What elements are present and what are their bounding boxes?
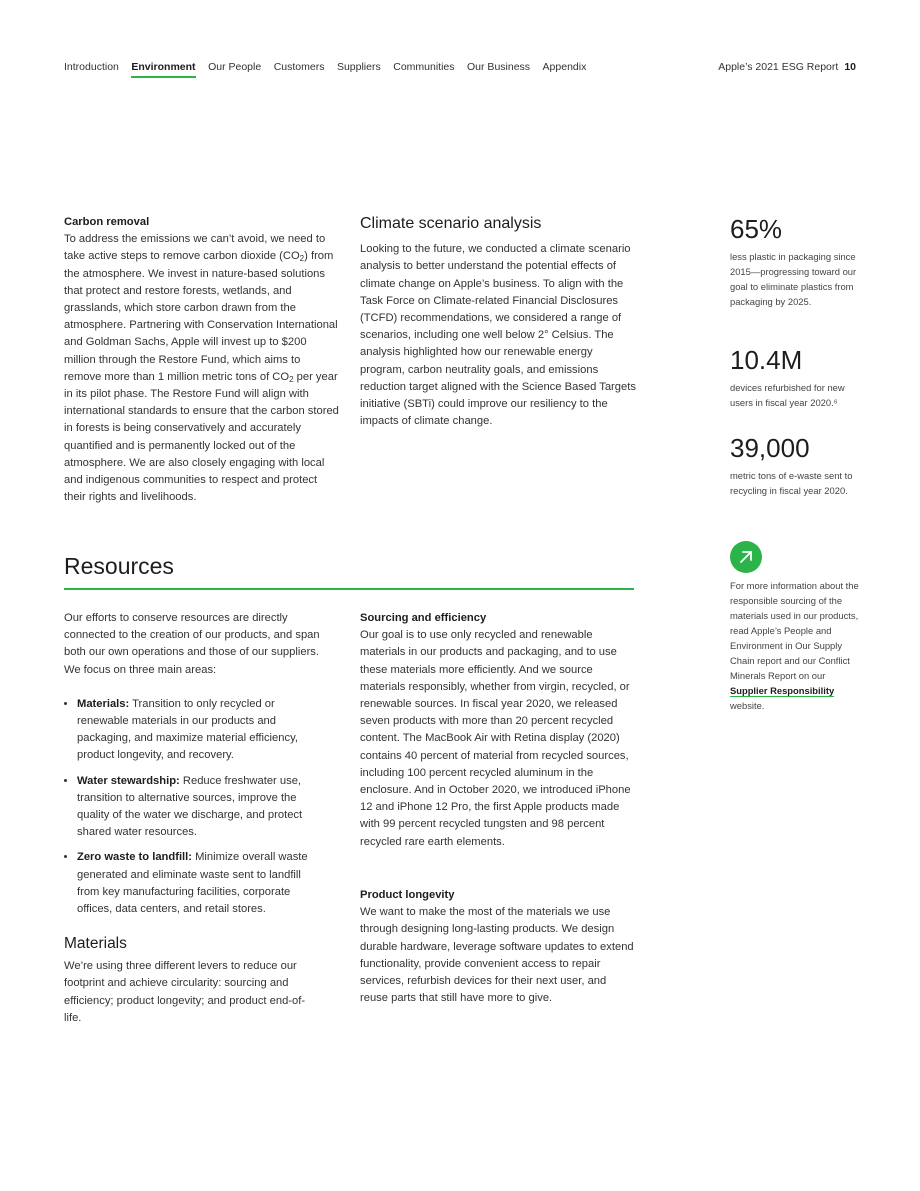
sourcing-heading: Sourcing and efficiency [360,612,487,624]
page-number: 10 [844,61,856,73]
resources-bullet-list [64,696,326,918]
resources-heading: Resources [64,553,174,579]
bullet-water: • Water stewardship: Reduce freshwater use, transition to alternative sources, improve the quality of the water we discharge, and protect shared water resources. [77,773,326,842]
bullet-materials: • Materials: Transition to only recycled or renewable materials in our products and packaging, and maximize material efficiency, product longevity, and recovery. [77,696,326,765]
nav-customers[interactable]: Customers [273,61,325,73]
nav-our-people[interactable]: Our People [208,61,262,73]
longevity-text: We want to make the most of the materials we use through designing long-lasting products. We design durable hardware, leverage software updates to extend functionality, provide convenient access to repair services, refurbish devices for their next user, and reuse parts that still have more to give. [360,906,634,1005]
nav-our-business[interactable]: Our Business [467,61,531,73]
sourcing-section [360,610,636,851]
stat-plastic [730,214,858,309]
nav-introduction[interactable]: Introduction [64,61,119,73]
stat-ewaste-text: metric tons of e-waste sent to recycling in fiscal year 2020. [730,470,853,496]
stat-plastic-text: less plastic in packaging since 2015—progressing toward our goal to eliminate plastics from packaging by 2025. [730,251,857,307]
bullet-zero-waste: • Zero waste to landfill: Minimize overall waste generated and eliminate waste sent to landfill from key manufacturing facilities, corporate offices, data centers, and retail stores. [77,849,326,918]
climate-heading: Climate scenario analysis [360,215,542,232]
carbon-removal-text: To address the emissions we can’t avoid, we need to take active steps to remove carbon dioxide $(CO_2)$ from the atmosphere. We invest in nature-based solutions that protect and restore forests, wetlands, and grasslands, which store carbon drawn from the atmosphere. Partnering with Conservation International and Goldman Sachs, Apple will invest up to $200 million through the Restore Fund, which aims to remove more than 1 million metric tons of $CO_2$ per year in its pilot phase. The Restore Fund will align with international standards to ensure that the carbon stored in forests is being conservatively and accurately quantified and is permanently locked out of the atmosphere. We are also closely engaging with local and indigenous communities to respect and protect their rights and livelihoods. [64,233,339,504]
longevity-section [360,887,636,1007]
longevity-heading: Product longevity [360,889,455,901]
side-note [730,578,860,713]
nav-communities[interactable]: Communities [393,61,455,73]
stat-devices [730,345,858,410]
side-note-tail: website. [730,700,765,711]
sourcing-text: Our goal is to use only recycled and renewable materials in our products and packaging, and to use these materials more efficiently. And we source materials responsibly, whether from virgin, recycled, or renewable sources. In fiscal year 2020, we released seven products with more than 20 percent recycled content. The MacBook Air with Retina display (2020) contains 40 percent of material from recycled sources, including 100 percent recycled aluminum in the enclosure. And in October 2020, we introduced iPhone 12 and iPhone 12 Pro, the first Apple products made with 99 percent recycled tungsten and 98 percent recycled rare earth elements. [360,629,631,848]
stat-ewaste-value: 39,000 [730,433,810,463]
materials-section [64,935,319,1027]
stat-devices-value: 10.4M [730,345,803,375]
side-note-text: For more information about the responsible sourcing of the materials used in our products, read Apple’s People and Environment in Our Supply Chain report and our Conflict Minerals Report on our [730,580,859,681]
nav-appendix[interactable]: Appendix [542,61,587,73]
resources-intro: Our efforts to conserve resources are directly connected to the creation of our products, and span both our own operations and those of our suppliers. We focus on three main areas: [64,612,320,676]
stat-plastic-value: 65% [730,214,783,244]
climate-section [360,215,636,430]
materials-text: We’re using three different levers to reduce our footprint and achieve circularity: sourcing and efficiency; product longevity; and product end-of-life. [64,960,306,1024]
resources-heading-block [64,553,634,579]
nav-environment[interactable]: Environment [131,61,195,78]
arrow-up-right-icon[interactable] [730,541,762,573]
report-title: Apple’s 2021 ESG Report [718,61,839,73]
stat-ewaste [730,433,858,498]
stat-devices-text: devices refurbished for new users in fiscal year 2020.⁶ [730,382,845,408]
nav-suppliers[interactable]: Suppliers [336,61,381,73]
climate-text: Looking to the future, we conducted a climate scenario analysis to better understand the potential effects of climate change on Apple’s business. To align with the Task Force on Climate-related Financial Disclosures (TCFD) recommendations, we considered a range of scenarios, including one well below 2° Celsius. The analysis highlighted how our renewable energy program, carbon neutrality goals, and emissions reduction target aligned with the Science Based Targets initiative (SBTi) could improve our resiliency to the impacts of climate change. [360,243,636,428]
resources-divider [64,588,634,590]
resources-intro-column [64,610,326,926]
carbon-removal-section [64,214,340,506]
section-nav [64,61,599,78]
materials-heading: Materials [64,935,127,952]
report-header [718,61,856,73]
supplier-responsibility-link[interactable]: Supplier Responsibility [730,685,835,696]
carbon-removal-heading: Carbon removal [64,216,150,228]
